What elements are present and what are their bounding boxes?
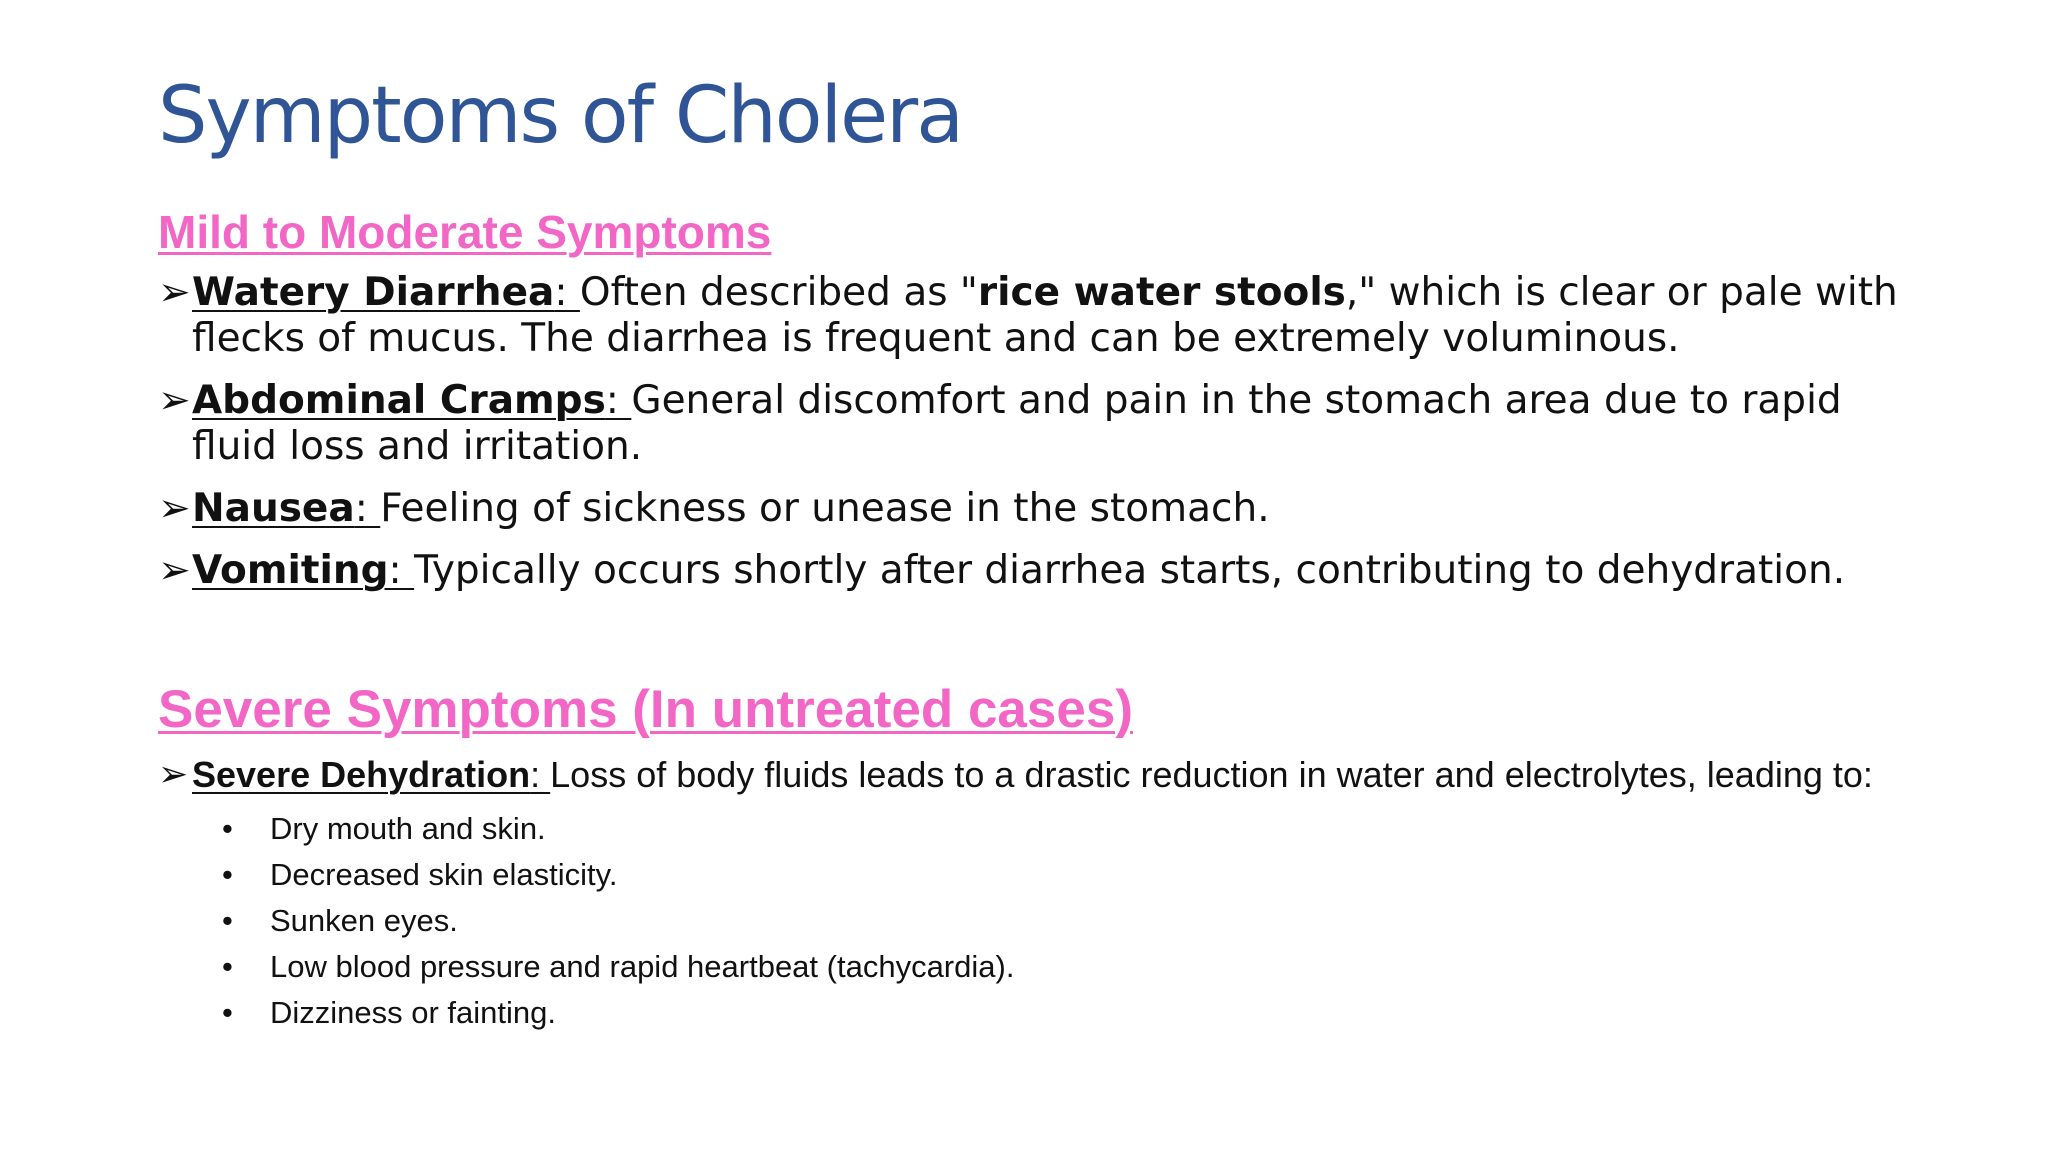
term-vomiting: Vomiting — [192, 548, 389, 593]
mild-symptoms-list — [158, 270, 1918, 610]
sub-item-text: Dizziness or fainting. — [270, 995, 557, 1030]
dehydration-signs-list — [192, 806, 1918, 1036]
term-separator: : — [388, 548, 415, 593]
arrow-bullet-icon: ➢ — [158, 548, 191, 593]
term-severe-dehydration: Severe Dehydration — [192, 754, 531, 795]
list-item-vomiting — [158, 548, 1918, 594]
sub-list-item — [192, 944, 1918, 990]
sub-item-text: Low blood pressure and rapid heartbeat (tachycardia). — [270, 949, 1015, 984]
sub-item-text: Dry mouth and skin. — [270, 811, 546, 846]
bullet-dot-icon: • — [222, 995, 233, 1030]
description-text: Feeling of sickness or unease in the stomach. — [380, 486, 1270, 531]
term-watery-diarrhea: Watery Diarrhea — [192, 270, 555, 315]
list-item-watery-diarrhea — [158, 270, 1918, 362]
list-item-abdominal-cramps — [158, 378, 1918, 470]
description-text: General discomfort and pain in the stomach area due to rapid fluid loss and irritation. — [192, 378, 1842, 469]
term-separator: : — [605, 378, 632, 423]
emphasis-rice-water-stools: rice water stools — [977, 270, 1346, 315]
sub-item-text: Decreased skin elasticity. — [270, 857, 618, 892]
sub-list-item — [192, 898, 1918, 944]
slide-title: Symptoms of Cholera — [158, 71, 963, 161]
bullet-dot-icon: • — [222, 903, 233, 938]
list-item-severe-dehydration — [158, 752, 1918, 1036]
bullet-dot-icon: • — [222, 857, 233, 892]
description-text: Typically occurs shortly after diarrhea starts, contributing to dehydration. — [414, 548, 1846, 593]
term-abdominal-cramps: Abdominal Cramps — [192, 378, 606, 423]
mild-symptoms-heading: Mild to Moderate Symptoms — [158, 206, 772, 258]
sub-item-text: Sunken eyes. — [270, 903, 458, 938]
sub-list-item — [192, 852, 1918, 898]
list-item-nausea — [158, 486, 1918, 532]
term-separator: : — [554, 270, 580, 315]
term-nausea: Nausea — [192, 486, 355, 531]
sub-list-item — [192, 990, 1918, 1036]
severe-symptoms-heading: Severe Symptoms (In untreated cases) — [158, 680, 1133, 739]
bullet-dot-icon: • — [222, 949, 233, 984]
arrow-bullet-icon: ➢ — [158, 270, 191, 315]
description-text: Loss of body fluids leads to a drastic reduction in water and electrolytes, leading to: — [550, 754, 1873, 795]
description-text: Often described as " — [579, 270, 978, 315]
sub-list-item — [192, 806, 1918, 852]
arrow-bullet-icon: ➢ — [158, 754, 189, 795]
arrow-bullet-icon: ➢ — [158, 486, 191, 531]
arrow-bullet-icon: ➢ — [158, 378, 191, 423]
bullet-dot-icon: • — [222, 811, 233, 846]
term-separator: : — [530, 754, 551, 795]
term-separator: : — [354, 486, 381, 531]
description-text: ," which is clear or pale with flecks of mucus. The diarrhea is frequent and can be extremely voluminous. — [192, 270, 1898, 361]
severe-symptoms-list — [158, 752, 1918, 1036]
